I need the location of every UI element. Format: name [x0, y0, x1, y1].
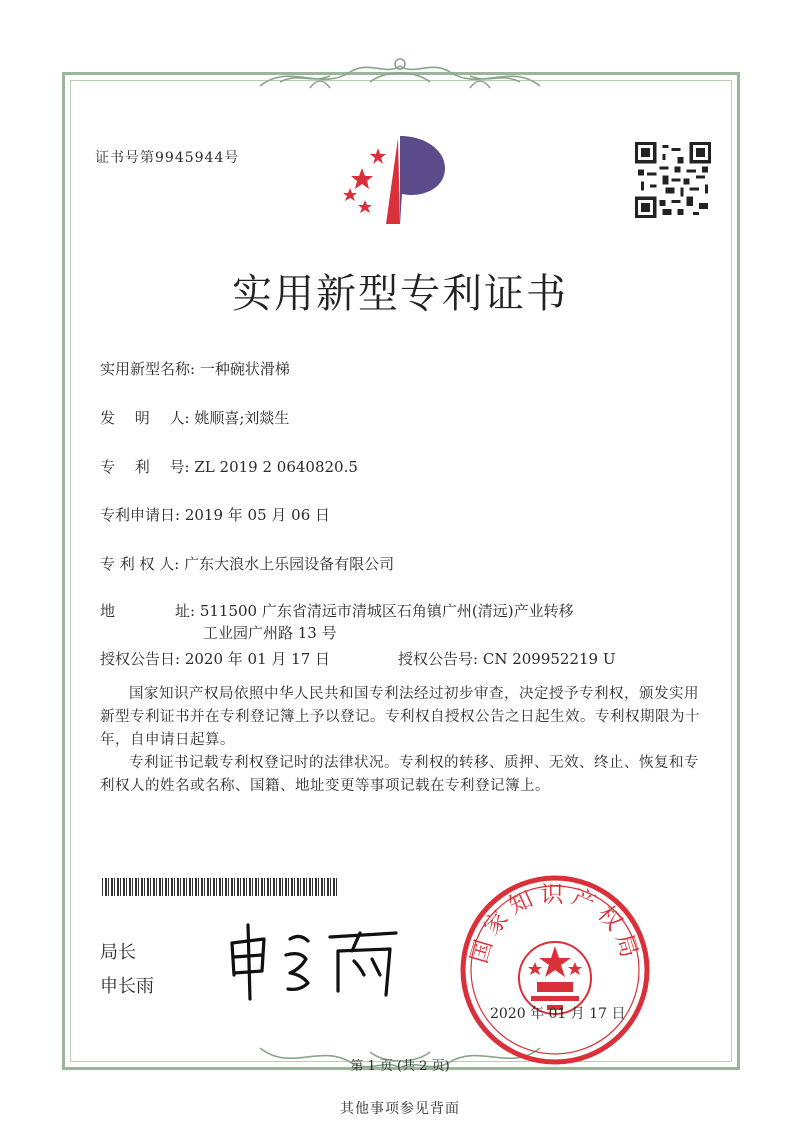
field-label: 专 利 权 人:: [100, 555, 180, 573]
certificate-number: 证书号第9945944号: [95, 150, 240, 166]
field-label: 地 址:: [100, 602, 196, 620]
field-value: 2019 年 05 月 06 日: [184, 506, 331, 524]
seal-date: 2020 年 01 月 17 日: [490, 1006, 626, 1022]
field-application-date: [100, 504, 330, 525]
field-patent-number: [100, 456, 358, 477]
field-label: 发 明 人:: [100, 409, 190, 427]
field-grant-announcement-number: [398, 648, 616, 669]
field-label: 授权公告号:: [398, 650, 479, 668]
field-value: ZL 2019 2 0640820.5: [194, 458, 358, 476]
field-label: 实用新型名称:: [100, 360, 196, 378]
top-ornament: [250, 52, 550, 96]
cnipa-logo-icon: [340, 128, 460, 228]
svg-text:国家知识产权局: 国家知识产权局: [466, 882, 644, 967]
field-value: 广东大浪水上乐园设备有限公司: [184, 555, 395, 573]
field-value: 511500 广东省清远市清城区石角镇广州(清远)产业转移: [199, 602, 574, 620]
field-label: 专 利 号:: [100, 458, 190, 476]
field-address-line2: 工业园广州路 13 号: [203, 624, 337, 642]
field-value: 姚顺喜;刘燚生: [194, 409, 290, 427]
field-label: 专利申请日:: [100, 506, 181, 524]
signatory-role: 局长: [100, 942, 136, 963]
handwritten-signature: [220, 915, 410, 1005]
field-label: 授权公告日:: [100, 650, 181, 668]
field-value: 一种碗状滑梯: [199, 360, 290, 378]
field-utility-model-name: [100, 358, 290, 379]
official-seal: [455, 870, 655, 1070]
certificate-title: 实用新型专利证书: [232, 271, 568, 317]
field-value: 2020 年 01 月 17 日: [184, 650, 331, 668]
barcode: [102, 878, 337, 896]
field-value: CN 209952219 U: [482, 650, 616, 668]
paragraph-grant-statement: 国家知识产权局依照中华人民共和国专利法经过初步审查，决定授予专利权，颁发实用新型专利证书并在专利登记簿上予以登记。专利权自授权公告之日起生效。专利权期限为十年，自申请日起算。: [100, 686, 700, 748]
field-inventor: [100, 407, 289, 428]
footer-note: 其他事项参见背面: [340, 1101, 460, 1117]
qr-code: [635, 142, 711, 218]
field-patentee: [100, 553, 394, 574]
page-indicator: 第 1 页 (共 2 页): [350, 1059, 450, 1074]
paragraph-legal-status: 专利证书记载专利权登记时的法律状况。专利权的转移、质押、无效、终止、恢复和专利权人的姓名或名称、国籍、地址变更等事项记载在专利登记簿上。: [100, 755, 699, 794]
field-grant-announcement-date: [100, 648, 330, 669]
signatory-name: 申长雨: [100, 976, 154, 997]
field-address: [100, 600, 574, 621]
